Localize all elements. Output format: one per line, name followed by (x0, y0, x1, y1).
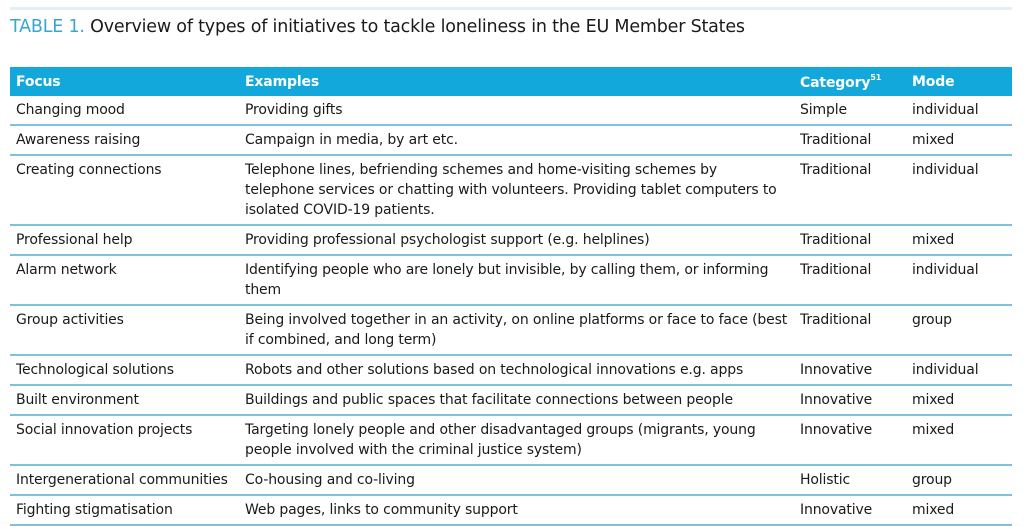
header-category (794, 67, 906, 96)
cell-focus: Professional help (10, 225, 239, 255)
cell-examples: Co-housing and co-living (239, 465, 794, 495)
cell-category: Simple (794, 96, 906, 125)
cell-category: Traditional (794, 125, 906, 155)
table-row (10, 495, 1012, 525)
cell-mode: individual (906, 96, 1012, 125)
cell-examples: Web pages, links to community support (239, 495, 794, 525)
cell-category: Innovative (794, 355, 906, 385)
cell-focus: Group activities (10, 305, 239, 355)
cell-focus: Intergenerational communities (10, 465, 239, 495)
cell-focus: Awareness raising (10, 125, 239, 155)
table-row (10, 355, 1012, 385)
cell-mode: individual (906, 155, 1012, 225)
cell-mode: individual (906, 355, 1012, 385)
cell-examples: Campaign in media, by art etc. (239, 125, 794, 155)
cell-category: Traditional (794, 155, 906, 225)
cell-examples: Identifying people who are lonely but invisible, by calling them, or informing them (239, 255, 794, 305)
cell-focus: Creating connections (10, 155, 239, 225)
cell-category: Traditional (794, 255, 906, 305)
cell-mode: mixed (906, 385, 1012, 415)
cell-examples: Providing gifts (239, 96, 794, 125)
cell-focus: Technological solutions (10, 355, 239, 385)
cell-category: Traditional (794, 225, 906, 255)
table-header-row (10, 67, 1012, 96)
caption-title: Overview of types of initiatives to tackle loneliness in the EU Member States (90, 17, 745, 37)
table-row (10, 465, 1012, 495)
cell-examples: Telephone lines, befriending schemes and home-visiting schemes by telephone services or chatting with volunteers. Providing tablet computers to isolated COVID-19 patients. (239, 155, 794, 225)
table-caption (10, 17, 745, 37)
cell-focus: Social innovation projects (10, 415, 239, 465)
cell-category: Innovative (794, 415, 906, 465)
header-category-label: Category (800, 74, 871, 91)
cell-category: Traditional (794, 305, 906, 355)
cell-examples: Robots and other solutions based on technological innovations e.g. apps (239, 355, 794, 385)
cell-examples: Targeting lonely people and other disadvantaged groups (migrants, young people involved with the criminal justice system) (239, 415, 794, 465)
footnote-ref[interactable]: 51 (870, 72, 882, 82)
table-row (10, 225, 1012, 255)
header-mode: Mode (912, 73, 955, 90)
cell-examples: Being involved together in an activity, on online platforms or face to face (best if combined, and long term) (239, 305, 794, 355)
cell-focus: Fighting stigmatisation (10, 495, 239, 525)
top-rule (10, 7, 1012, 10)
cell-mode: group (906, 465, 1012, 495)
table-row (10, 155, 1012, 225)
cell-examples: Providing professional psychologist support (e.g. helplines) (239, 225, 794, 255)
cell-mode: individual (906, 255, 1012, 305)
cell-category: Innovative (794, 495, 906, 525)
cell-mode: group (906, 305, 1012, 355)
table-row (10, 96, 1012, 125)
cell-focus: Built environment (10, 385, 239, 415)
table-row (10, 305, 1012, 355)
cell-mode: mixed (906, 125, 1012, 155)
table-row (10, 385, 1012, 415)
table-row (10, 255, 1012, 305)
cell-mode: mixed (906, 225, 1012, 255)
header-focus: Focus (16, 73, 61, 90)
cell-category: Holistic (794, 465, 906, 495)
initiatives-table (10, 67, 1012, 526)
cell-focus: Changing mood (10, 96, 239, 125)
cell-mode: mixed (906, 495, 1012, 525)
cell-examples: Buildings and public spaces that facilitate connections between people (239, 385, 794, 415)
header-examples: Examples (245, 73, 320, 90)
table-row (10, 415, 1012, 465)
cell-mode: mixed (906, 415, 1012, 465)
table-row (10, 125, 1012, 155)
cell-category: Innovative (794, 385, 906, 415)
caption-label: TABLE 1. (10, 17, 85, 37)
cell-focus: Alarm network (10, 255, 239, 305)
